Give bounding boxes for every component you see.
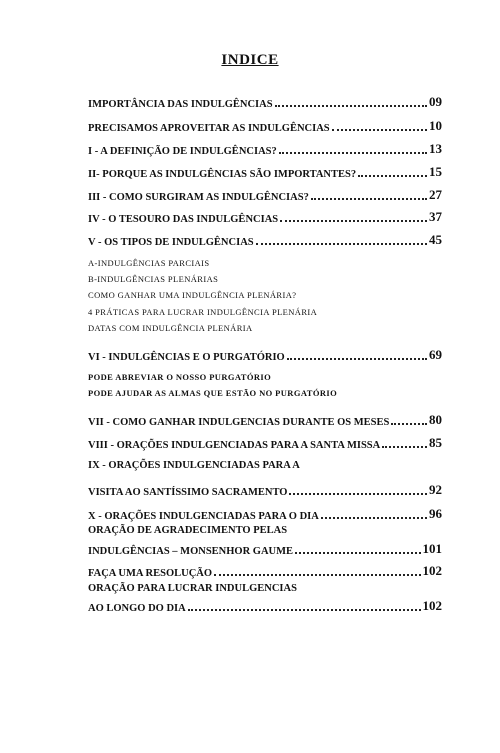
toc-entry-lucrar-line1[interactable]: ORAÇÃO PARA LUCRAR INDULGENCIAS (88, 583, 297, 594)
toc-entry-page: 10 (429, 118, 442, 133)
toc-entry-label: AO LONGO DO DIA (88, 603, 186, 614)
toc-entry-label: VII - COMO GANHAR INDULGENCIAS DURANTE OS MESES (88, 417, 390, 428)
toc-entry-page: 92 (429, 482, 442, 497)
toc-entry-importancia[interactable] (88, 94, 442, 110)
toc-entry-page: 27 (429, 187, 442, 202)
toc-entry-page: 15 (429, 164, 442, 179)
toc-entry-agradecimento[interactable] (88, 541, 442, 557)
dot-leader (256, 242, 427, 245)
toc-entry-page: 69 (429, 347, 442, 362)
dot-leader (295, 551, 420, 554)
dot-leader (289, 492, 427, 495)
toc-entry-label: III - COMO SURGIRAM AS INDULGÊNCIAS? (88, 192, 309, 203)
toc-entry-page: 85 (429, 435, 442, 450)
toc-entry-page: 102 (422, 598, 442, 613)
dot-leader (332, 128, 427, 131)
toc-entry-page: 101 (422, 541, 442, 556)
dot-leader (321, 516, 427, 519)
toc-entry-page: 102 (422, 563, 442, 578)
toc-entry-label: INDULGÊNCIAS – MONSENHOR GAUME (88, 546, 294, 557)
toc-entry-page: 13 (429, 141, 442, 156)
toc-subitem[interactable]: PODE AJUDAR AS ALMAS QUE ESTÃO NO PURGATÓRIO (88, 388, 338, 398)
toc-entry-v[interactable] (88, 232, 442, 248)
toc-entry-label: FAÇA UMA RESOLUÇÃO (88, 568, 213, 579)
toc-entry-label: VI - INDULGÊNCIAS E O PURGATÓRIO (88, 352, 285, 363)
dot-leader (358, 174, 427, 177)
toc-subitem[interactable]: B-INDULGÊNCIAS PLENÁRIAS (88, 274, 219, 284)
toc-entry-label: I - A DEFINIÇÃO DE INDULGÊNCIAS? (88, 146, 277, 157)
toc-entry-resolucao[interactable] (88, 563, 442, 579)
toc-entry-ix[interactable] (88, 482, 442, 498)
dot-leader (280, 219, 427, 222)
dot-leader (279, 151, 427, 154)
toc-entry-ii[interactable] (88, 164, 442, 180)
toc-entry-viii[interactable] (88, 435, 442, 451)
dot-leader (382, 445, 427, 448)
toc-entry-label: II- PORQUE AS INDULGÊNCIAS SÃO IMPORTANTES? (88, 169, 357, 180)
toc-entry-ix-line1[interactable]: IX - ORAÇÕES INDULGENCIADAS PARA A (88, 460, 300, 471)
toc-entry-label: IMPORTÂNCIA DAS INDULGÊNCIAS (88, 99, 273, 110)
toc-entry-precisamos[interactable] (88, 118, 442, 134)
toc-entry-label: PRECISAMOS APROVEITAR AS INDULGÊNCIAS (88, 123, 330, 134)
toc-subitem[interactable]: COMO GANHAR UMA INDULGÊNCIA PLENÁRIA? (88, 290, 297, 300)
toc-entry-i[interactable] (88, 141, 442, 157)
dot-leader (311, 197, 427, 200)
toc-subitem[interactable]: 4 PRÁTICAS PARA LUCRAR INDULGÊNCIA PLENÁRIA (88, 307, 318, 317)
toc-entry-page: 96 (429, 506, 442, 521)
toc-entry-vii[interactable] (88, 412, 442, 428)
toc-entry-label: VISITA AO SANTÍSSIMO SACRAMENTO (88, 487, 288, 498)
toc-entry-label: IV - O TESOURO DAS INDULGÊNCIAS (88, 214, 279, 225)
toc-entry-page: 37 (429, 209, 442, 224)
toc-entry-label: X - ORAÇÕES INDULGENCIADAS PARA O DIA (88, 511, 319, 522)
dot-leader (275, 104, 427, 107)
toc-entry-page: 45 (429, 232, 442, 247)
toc-entry-page: 09 (429, 94, 442, 109)
dot-leader (391, 422, 427, 425)
toc-entry-vi[interactable] (88, 347, 442, 363)
dot-leader (214, 573, 420, 576)
page-title: INDICE (221, 52, 279, 68)
toc-entry-x[interactable] (88, 506, 442, 522)
toc-entry-lucrar[interactable] (88, 598, 442, 614)
toc-subitem[interactable]: A-INDULGÊNCIAS PARCIAIS (88, 258, 210, 268)
toc-entry-agradecimento-line1[interactable]: ORAÇÃO DE AGRADECIMENTO PELAS (88, 525, 288, 536)
dot-leader (188, 608, 421, 611)
toc-entry-iv[interactable] (88, 209, 442, 225)
toc-entry-page: 80 (429, 412, 442, 427)
toc-entry-label: V - OS TIPOS DE INDULGÊNCIAS (88, 237, 254, 248)
toc-subitem[interactable]: PODE ABREVIAR O NOSSO PURGATÓRIO (88, 372, 272, 382)
toc-entry-iii[interactable] (88, 187, 442, 203)
toc-entry-label: VIII - ORAÇÕES INDULGENCIADAS PARA A SANTA MISSA (88, 440, 381, 451)
toc-subitem[interactable]: DATAS COM INDULGÊNCIA PLENÁRIA (88, 323, 253, 333)
dot-leader (287, 357, 427, 360)
